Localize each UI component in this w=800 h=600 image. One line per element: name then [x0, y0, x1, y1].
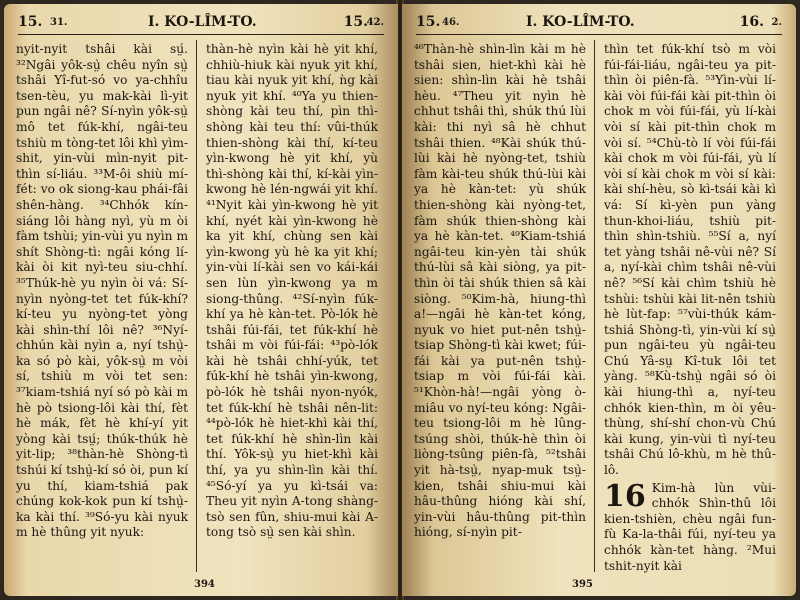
page-number: 395 [572, 579, 593, 590]
verse-label: 2. [771, 17, 782, 28]
book-title: I. KO-LÎM-TO. [148, 14, 257, 30]
running-header [416, 12, 782, 35]
book-title: I. KO-LÎM-TO. [526, 14, 635, 30]
column-divider [196, 40, 197, 572]
running-header [18, 12, 384, 35]
verse-label: 42. [366, 17, 384, 28]
page-number: 394 [194, 579, 215, 590]
chapter-label: 15. [416, 14, 441, 30]
verse-label: 46. [442, 17, 460, 28]
left-page [4, 4, 398, 596]
chapter-text: Kim-hà lùn vùi-chhók Shìn-thû lôi kien-tshièn, chèu ngâi fun-fù Ka-la-thâi fúi, nyí-teu ya chhók kàn-tet hàng. ²Mui tshit-nyit kài [604, 480, 776, 573]
chapter-label: 15. [18, 14, 43, 30]
text-column: thìn tet fúk-khí tsò m vòi fúi-fái-liáu, ngâi-teu ya pit-thìn òi piên-fà. ⁵³Yìn-vùi lí-kài vòi fúi-fái kài pit-thìn òi chok m vòi fúi-fái, yù lí-kài vòi sí kài pit-thìn chok m vòi sí. ⁵⁴Chù-tò lí vòi fúi-fái kài chok m vòi fúi-fái, yù lí vòi sí kài chok m vòi sí kài: kài shí-hèu, sò kì-tsái kài kì vá: Sí kì-yèn pun yàng thun-khoi-liáu, tshiù pit-thìn shìn-tshiù. ⁵⁵Sí a, nyí tet yàng tshâi nê-vùi nê? Sí a, nyí-kài chìm tshâi nê-vùi nê? ⁵⁶Sí kài chìm tshiù hè tshùi: tshùi kài lit-nên tshiù hè lùt-fap: ⁵⁷vùi-thúk kám-tshiá Shòng-tì, yin-vùi kí sṳ̀ pun ngâi-teu yù ngâi-teu Chú Yâ-sṳ Kî-tuk lôi tet yàng. ⁵⁸Kù-tshṳ̀ ngâi só òi kài hiung-thì a, nyí-teu chhók kien-thìn, m òi yêu-thùng, shí-shí chon-vù Chú kài kung, yin-vùi tì nyí-teu tshâi Chú lô-khù, m hè thû-lô. 16 Kim-hà lùn vùi-chhók Shìn-thû lôi kien-tshièn, chèu ngâi fun-fù Ka-la-thâi fúi, nyí-teu ya chhók kàn-tet hàng. ²Mui tshit-nyit kài [604, 42, 776, 573]
text-column: nyit-nyit tshâi kài sṳ́. ³²Ngâi yôk-sṳ̀ chêu nyîn sṳ̀ tshâi Yî-fut-só vo ya-chhîu tsen-tèu, yu mak-kài lì-yit pun ngâi nê? Sí-nyìn yôk-sṳ̀ mô tet fúk-khí, ngâi-teu tshiù m tòng-tet lôi khì yìm-shit, yin-vùi mìn-nyit pit-thìn sí-liáu. ³³M-ôi shiù mí-fét: vo ok siong-kau phái-fâi shên-hàng. ³⁴Chhók kín-siáng lôi hàng nyì, yù m òi fàm tshùi; yin-vùi yu nyìn m shít Shòng-tì: ngâi kóng lí-kài òi kit nyì-teu siu-chhí. ³⁵Thúk-hè yu nyìn òi vá: Sí-nyìn nyòng-tet tet fúk-khí? kí-teu yu nyòng-tet yòng kài shìn-thí lôi nê? ³⁶Nyí-chhún kài nyìn a, nyí tshṳ̀-ka só pò kài, yôk-sṳ̀ m vòi sí, tshiù m vòi tet sen: ³⁷kiam-tshiá nyí só pò kài m hè pò tsiong-lôi kài thí, fèt hè mák, fèt hè khí-yí yit yòng kài tsṳ́; thúk-thúk hè yit-lip; ³⁸thàn-hè Shòng-tì tshúi kí tshṳ̀-kí só òi, pun kí yu thí, kiam-tshiá pak chúng kok-kok pun kí tshṳ̀-ka kài thí. ³⁹Só-yu kài nyuk m hè thûng yit nyuk: [16, 42, 188, 540]
text-column: ⁴⁶Thàn-hè shìn-lìn kài m hè tshâi sien, hiet-khì kài hè sien: shìn-lìn kài hè tshâi hèu. ⁴⁷Theu yit nyìn hè chhut tshâi thì, shúk thú lùi kài: thi nyì sâ hè chhut tshâi thien. ⁴⁸Kài shúk thú-lùi kài hè nyòng-tet, tshiù fàm kài-teu shúk thú-lùi kài ya hè kàn-tet: yù shúk thien-shòng kài nyòng-tet, fàm shúk thien-shòng kài ya hè kàn-tet. ⁴⁹Kiam-tshiá ngâi-teu kin-yèn tài shúk thú-lùi sâ kài siòng, ya pit-thìn òi tài shúk thien sâ kài siòng. ⁵⁰Kim-hà, hiung-thì a!—ngâi hè kàn-tet kóng, nyuk vo hiet put-nên tshṳ̀-tsiap Shòng-tì kài kwet; fúi-fái kài ya put-nên tshṳ̀-tsiap m vòi fúi-fái kài. ⁵¹Khòn-hà!—ngâi yòng ò-miâu vo nyí-teu kóng: Ngâi-teu tsiong-lôi m hè lûng-tsúng shòi, thúk-hè thìn òi liòng-tsûng piên-fà, ⁵²tshâi yit hà-tsṳ̀, nyap-muk tsṳ̀-kien, tshâi shiu-mui kài hâu-thûng hióng kài shí, yin-vùi hâu-thûng pit-thìn hióng, sí-nyìn pit- [414, 42, 586, 540]
chapter-label: 16. [739, 14, 764, 30]
chapter-number: 16 [604, 478, 646, 514]
chapter-label: 15. [343, 14, 368, 30]
right-page [402, 4, 796, 596]
verse-label: 31. [50, 17, 68, 28]
column-divider [594, 40, 595, 572]
text-column: thàn-hè nyìn kài hè yit khí, chhiù-hiuk kài nyuk yit khí, tiau kài nyuk yit khí, ǹg kài nyuk yit khí. ⁴⁰Ya yu thien-shòng kài teu thí, pìn thì-shòng kài teu thí: vûi-thúk thien-shòng kài thí, kí-teu yìn-kwong hè yit khí, yù thì-shòng kài thí, kí-kài yìn-kwong hè lén-ngwái yit khí. ⁴¹Nyit kài yìn-kwong hè yit khí, nyét kài yìn-kwong hè ka yit khí, chùng sen kài yìn-kwong yù hè ka yit khí; yin-vùi lí-kài sen vo kái-kái sen lùn yìn-kwong ya m siong-thûng. ⁴²Sí-nyìn fúk-khí ya hè kàn-tet. Pò-lók hè tshâi fúi-fái, tet fúk-khí hè tshâi m vòi fúi-fái: ⁴³pò-lók kài hè tshâi chhí-yúk, tet fúk-khí hè tshâi yìn-kwong, pò-lók hè tshâi nyon-nyók, tet fúk-khí hè tshâi nên-lit: ⁴⁴pò-lók hè hiet-khì kài thí, tet fúk-khí hè shìn-lìn kài thí. Yôk-sṳ̀ yu hiet-khì kài thí, ya yu shìn-lìn kài thí. ⁴⁵Só-yí ya yu kì-tsái va: Theu yit nyìn A-tong shàng-tsò sen fûn, shiu-mui kài A-tong tsò sṳ̀ sen kài shìn. [206, 42, 378, 540]
